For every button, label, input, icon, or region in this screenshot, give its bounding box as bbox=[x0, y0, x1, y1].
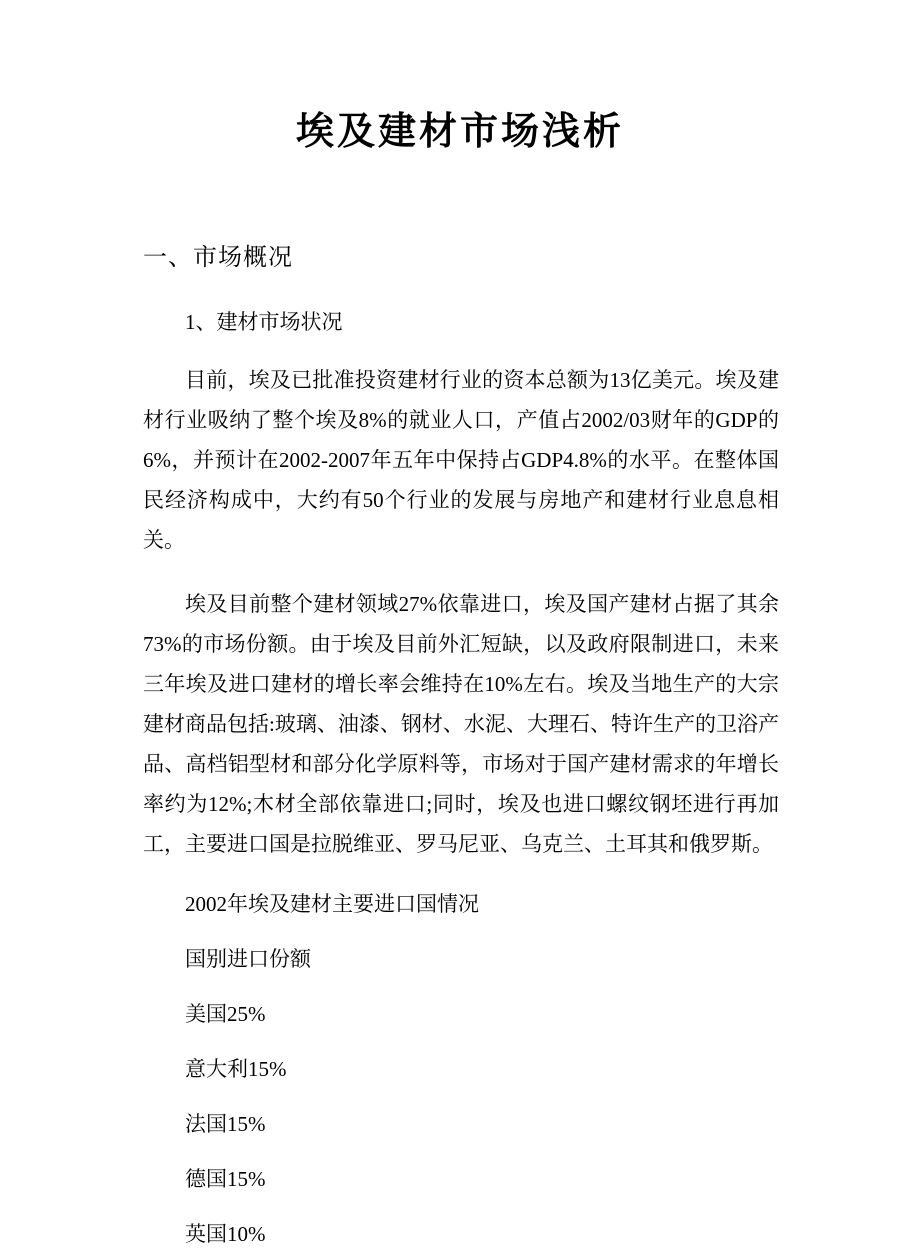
document-title: 埃及建材市场浅析 bbox=[295, 111, 624, 153]
document-body bbox=[143, 237, 779, 1249]
import-list-item-italy: 意大利15% bbox=[185, 1057, 287, 1081]
paragraph-import-situation: 埃及目前整个建材领域27%依靠进口，埃及国产建材占据了其余73%的市场份额。由于埃及目前外汇短缺，以及政府限制进口，未来三年埃及进口建材的增长率会维持在10%左右。埃及当地生产的大宗建材商品包括:玻璃、油漆、钢材、水泥、大理石、特许生产的卫浴产品、高档铝型材和部分化学原料等，市场对于国产建材需求的年增长率约为12%;木材全部依靠进口;同时，埃及也进口螺纹钢坯进行再加工，主要进口国是拉脱维亚、罗马尼亚、乌克兰、土耳其和俄罗斯。 bbox=[143, 592, 779, 856]
import-list-title: 2002年埃及建材主要进口国情况 bbox=[185, 892, 479, 916]
import-list-item-france: 法国15% bbox=[185, 1112, 266, 1136]
section-heading: 一、市场概况 bbox=[143, 245, 293, 271]
paragraph-market-overview: 目前，埃及已批准投资建材行业的资本总额为13亿美元。埃及建材行业吸纳了整个埃及8%的就业人口，产值占2002/03财年的GDP的6%，并预计在2002-2007年五年中保持占GDP4.8%的水平。在整体国民经济构成中，大约有50个行业的发展与房地产和建材行业息息相关。 bbox=[143, 368, 779, 552]
import-list-item-usa: 美国25% bbox=[185, 1002, 266, 1026]
import-list-item-germany: 德国15% bbox=[185, 1167, 266, 1191]
import-list-header: 国别进口份额 bbox=[185, 947, 311, 971]
import-list-item-uk: 英国10% bbox=[185, 1222, 266, 1246]
subsection-heading: 1、建材市场状况 bbox=[185, 310, 343, 334]
